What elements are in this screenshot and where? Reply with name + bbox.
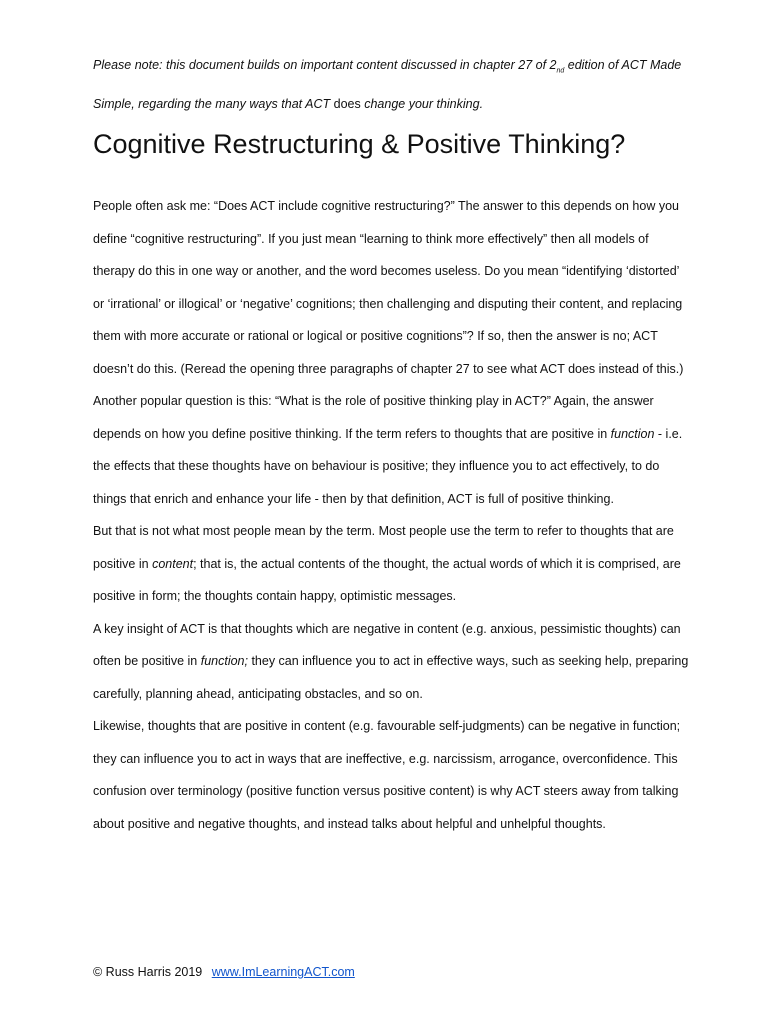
intro-note (93, 49, 693, 121)
paragraph-3-text-b: ; that is, the actual contents of the thought, the actual words of which it is comprised, are positive in form; the thoughts contain happy, optimistic messages. (93, 556, 681, 603)
paragraph-2-text-a: Another popular question is this: “What is the role of positive thinking play in ACT?” Again, the answer depends on how you define positive thinking. If the term refers to thoughts that are positive in (93, 394, 654, 441)
paragraph-3 (93, 515, 691, 613)
note-text-1: Please note: this document builds on important content discussed in chapter 27 of 2 (93, 58, 557, 72)
note-text-2: edition of ACT Made Simple, regarding the many ways that ACT (93, 58, 682, 111)
paragraph-4-text-a: A key insight of ACT is that thoughts which are negative in content (e.g. anxious, pessimistic thoughts) can often be positive in (93, 621, 681, 668)
document-body (93, 190, 691, 840)
note-text-3: change your thinking. (360, 97, 484, 111)
paragraph-2-text-b: - i.e. the effects that these thoughts have on behaviour is positive; they influence you to act effectively, to do things that enrich and enhance your life - then by that definition, ACT is full of positive thinking. (93, 426, 683, 506)
paragraph-3-emphasis: content (152, 556, 194, 571)
copyright-text: © Russ Harris 2019 (93, 965, 203, 979)
footer (93, 962, 355, 982)
page-title: Cognitive Restructuring & Positive Thinking? (93, 129, 626, 159)
paragraph-4-emphasis: function; (200, 654, 248, 668)
paragraph-2-emphasis: function (610, 426, 655, 441)
paragraph-4 (93, 613, 691, 711)
paragraph-4-text-b: they can influence you to act in effective ways, such as seeking help, preparing carefully, planning ahead, anticipating obstacles, and so on. (93, 654, 689, 701)
note-superscript: nd (556, 67, 565, 75)
note-plain-word: does (333, 97, 361, 111)
paragraph-1: People often ask me: “Does ACT include cognitive restructuring?” The answer to this depends on how you define “cognitive restructuring”. If you just mean “learning to think more effectively” then all models of therapy do this in one way or another, and the word becomes useless. Do you mean “identifying ‘distorted’ or ‘irrational’ or illogical’ or ‘negative’ cognitions; then challenging and disputing their content, and replacing them with more accurate or rational or logical or positive cognitions”? If so, then the answer is no; ACT doesn’t do this. (Reread the opening three paragraphs of chapter 27 to see what ACT does instead of this.) (93, 199, 684, 376)
paragraph-5: Likewise, thoughts that are positive in content (e.g. favourable self-judgments) can be negative in function; they can influence you to act in ways that are ineffective, e.g. narcissism, arrogance, overconfidence. This confusion over terminology (positive function versus positive content) is why ACT steers away from talking about positive and negative thoughts, and instead talks about helpful and unhelpful thoughts. (93, 719, 681, 831)
paragraph-2 (93, 385, 691, 515)
website-link[interactable]: www.ImLearningACT.com (211, 965, 355, 979)
paragraph-3-text-a: But that is not what most people mean by the term. Most people use the term to refer to thoughts that are positive in (93, 524, 674, 571)
